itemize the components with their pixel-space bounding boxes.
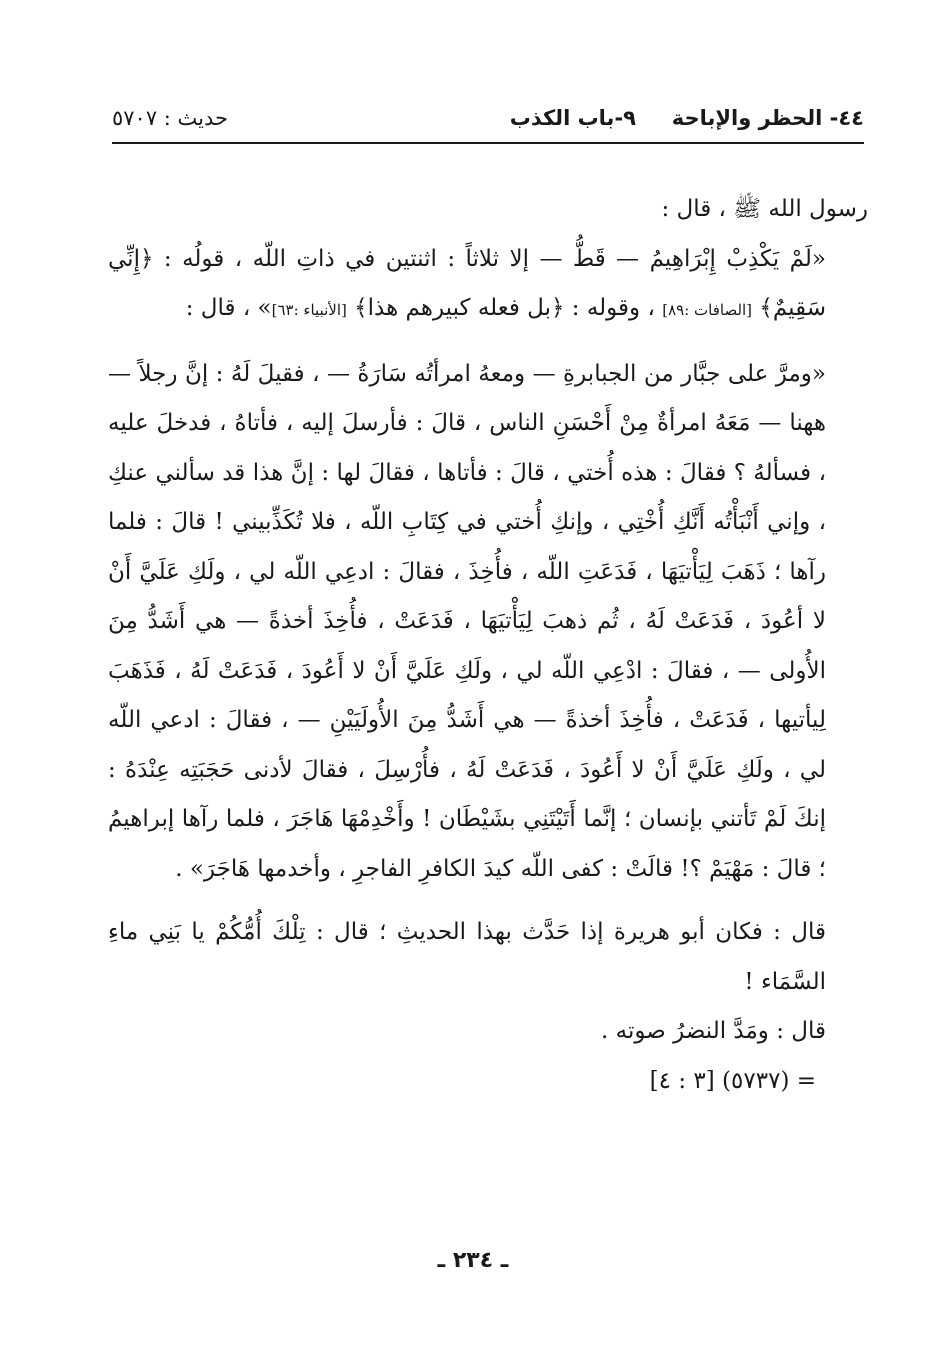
page-number: ـ ٢٣٤ ـ [437,1248,509,1273]
hadith-text-part: ، وقوله : ﴿بل فعله كبيرهم هذا﴾ [354,295,655,321]
paragraph-story: «ومرَّ على جبَّار من الجبابرةِ — ومعهُ امرأتُه سَارَةُ — ، فقيلَ لَهُ : إنَّ رجلاً — ههنا — مَعَهُ امرأةٌ مِنْ أَحْسَنِ الناس ، قالَ : فأرسلَ إليه ، فأتاهُ ، فدخلَ عليه ، فسألهُ ؟ فقالَ : هذه أُختي ، قالَ : فأتاها ، فقالَ لها : إنَّ هذا قد سألني عنكِ ، وإني أَنْبَأْتُه أَنَّكِ أُخْتِي ، وإنكِ أُختي في كِتَابِ اللّه ، فلا تُكَذِّبيني ! قالَ : فلما رآها ؛ ذَهَبَ لِيَأْتيَهَا ، فَدَعَتِ اللّه ، فأُخِذَ ، فقالَ : ادعِي اللّه لي ، ولَكِ عَلَيَّ أَنْ لا أعُودَ ، فَدَعَتْ لَهُ ، ثُم ذهبَ لِيَأْتيَهَا ، فَدَعَتْ ، فأُخِذَ أخذةً — هي أَشَدُّ مِنَ الأُولى — ، فقالَ : ادْعِي اللّه لي ، ولَكِ عَلَيَّ أَنْ لا أَعُودَ ، فَدَعَتْ لَهُ ، فَذَهَبَ لِيأتيها ، فَدَعَتْ ، فأُخِذَ أخذةً — هي أَشَدُّ مِنَ الأُولَيَيْنِ — ، فقالَ : ادعي اللّه لي ، ولَكِ عَلَيَّ أَنْ لا أَعُودَ ، فَدَعَتْ لَهُ ، فأُرْسِلَ ، فقالَ لأدنى حَجَبَتِه عِنْدَهُ : إنكَ لَمْ تَأتني بإنسان ؛ إنَّما أَتَيْتَنِي بشَيْطَان ! وأَخْدِمْهَا هَاجَرَ ، فلما رآها إبراهيمُ ؛ قالَ : مَهْيَمْ ؟! قالَتْ : كفى اللّه كيدَ الكافرِ الفاجرِ ، وأخدمها هَاجَرَ» . [108,360,826,882]
hadith-reference: حديث : ٥٧٠٧ [112,106,229,130]
header-divider [112,142,864,144]
chapter-title: ٤٤- الحظر والإباحة [671,106,864,130]
paragraph-note: قال : ومَدَّ النضرُ صوته . [601,1018,826,1044]
paragraph-narrator-comment: قال : فكان أبو هريرة إذا حَدَّث بهذا الحديثِ ؛ قال : تِلْكَ أُمُّكُمْ يا بَنِي ماءِ السَّمَاء ! [108,919,826,995]
quran-reference: [الصافات :٨٩] [662,301,753,319]
paragraph-intro: رسول الله ﷺ ، قال : [661,196,868,222]
hadith-text-part: «لَمْ يَكْذِبْ إِبْرَاهِيمُ — قَطُّ — إلا ثلاثاً : اثنتين في ذاتِ اللّه ، قولُه : ﴿إِنِّي سَقِيمٌ﴾ [108,245,826,321]
main-text [108,185,868,1106]
cross-reference: = (٥٧٣٧) [٣ : ٤] [649,1067,816,1094]
running-header [112,100,864,140]
paragraph-hadith-opening [108,235,868,336]
quran-reference: [الأنبياء :٦٣] [271,301,347,319]
hadith-text-part: » ، قال : [185,295,272,321]
section-title: ٩-باب الكذب [509,106,636,130]
